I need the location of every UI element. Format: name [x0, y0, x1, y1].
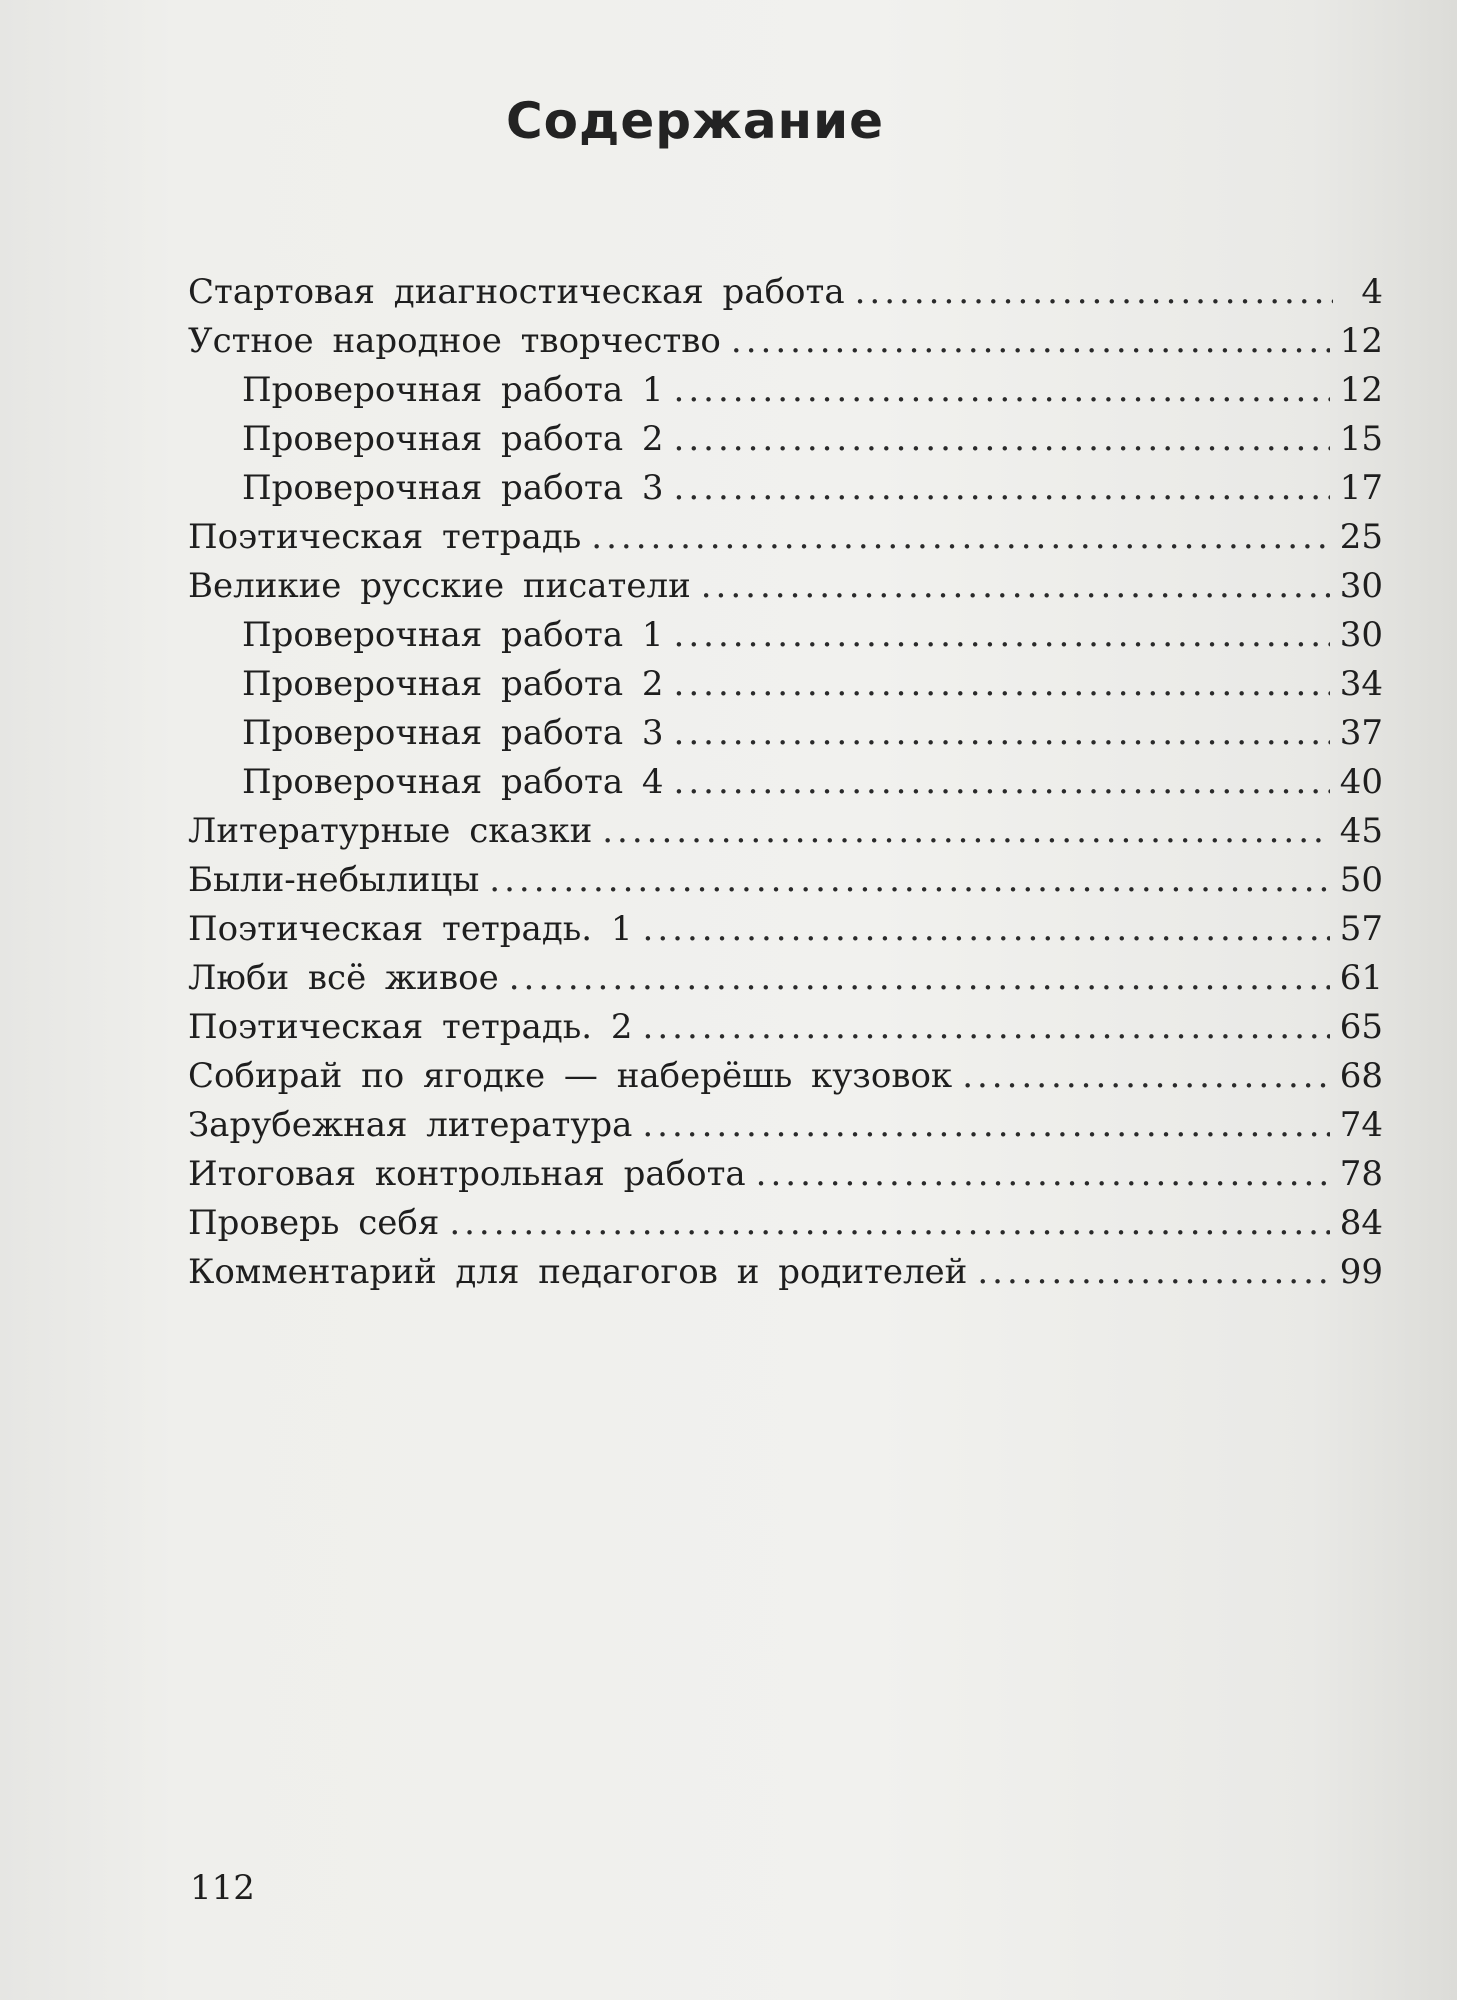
toc-subentry	[188, 415, 1383, 464]
toc-entry	[188, 1150, 1383, 1199]
dot-leader	[674, 709, 1330, 758]
toc-entry-label: Литературные сказки	[188, 811, 593, 851]
toc-entry	[188, 905, 1383, 954]
toc-subentry	[188, 611, 1383, 660]
toc-entry	[188, 1248, 1383, 1297]
toc-entry-page: 68	[1339, 1056, 1383, 1096]
toc-entry-label: Стартовая диагностическая работа	[188, 272, 845, 312]
toc-entry-page: 40	[1339, 762, 1383, 802]
toc-entry-label: Зарубежная литература	[188, 1105, 633, 1145]
toc-entry-page: 37	[1339, 713, 1383, 753]
dot-leader	[855, 268, 1333, 317]
toc-entry-label: Люби всё живое	[188, 958, 499, 998]
table-of-contents	[188, 268, 1383, 1297]
toc-entry-page: 12	[1339, 321, 1383, 361]
toc-entry-page: 99	[1339, 1252, 1383, 1292]
toc-entry-label: Поэтическая тетрадь. 1	[188, 909, 633, 949]
toc-entry-label: Устное народное творчество	[188, 321, 721, 361]
toc-entry-page: 61	[1339, 958, 1383, 998]
toc-entry-page: 57	[1339, 909, 1383, 949]
dot-leader	[701, 562, 1330, 611]
toc-entry-page: 45	[1339, 811, 1383, 851]
toc-entry-label: Собирай по ягодке — наберёшь кузовок	[188, 1056, 953, 1096]
toc-entry	[188, 1052, 1383, 1101]
toc-subentry	[188, 366, 1383, 415]
toc-entry-label: Проверочная работа 3	[242, 713, 664, 753]
dot-leader	[509, 954, 1330, 1003]
toc-entry-page: 74	[1339, 1105, 1383, 1145]
toc-entry-label: Проверочная работа 1	[242, 615, 664, 655]
toc-entry-label: Проверочная работа 4	[242, 762, 664, 802]
dot-leader	[489, 856, 1329, 905]
toc-subentry	[188, 709, 1383, 758]
toc-entry-page: 30	[1339, 566, 1383, 606]
toc-entry-label: Поэтическая тетрадь. 2	[188, 1007, 633, 1047]
toc-entry	[188, 807, 1383, 856]
dot-leader	[731, 317, 1330, 366]
toc-entry-label: Великие русские писатели	[188, 566, 691, 606]
toc-entry	[188, 513, 1383, 562]
dot-leader	[674, 660, 1330, 709]
toc-entry-label: Итоговая контрольная работа	[188, 1154, 746, 1194]
toc-entry-page: 65	[1339, 1007, 1383, 1047]
toc-entry	[188, 268, 1383, 317]
dot-leader	[602, 807, 1329, 856]
dot-leader	[642, 1101, 1329, 1150]
toc-entry	[188, 954, 1383, 1003]
dot-leader	[756, 1150, 1330, 1199]
toc-subentry	[188, 660, 1383, 709]
toc-entry-page: 34	[1339, 664, 1383, 704]
toc-entry	[188, 1101, 1383, 1150]
dot-leader	[449, 1199, 1329, 1248]
dot-leader	[643, 905, 1330, 954]
toc-subentry	[188, 758, 1383, 807]
toc-entry-label: Проверочная работа 3	[242, 468, 664, 508]
toc-entry-label: Проверочная работа 1	[242, 370, 664, 410]
toc-entry-page: 84	[1339, 1203, 1383, 1243]
toc-entry-page: 30	[1339, 615, 1383, 655]
toc-entry-page: 50	[1339, 860, 1383, 900]
dot-leader	[674, 758, 1330, 807]
toc-entry-page: 25	[1339, 517, 1383, 557]
toc-entry	[188, 317, 1383, 366]
toc-entry	[188, 562, 1383, 611]
dot-leader	[643, 1003, 1330, 1052]
toc-entry-page: 17	[1339, 468, 1383, 508]
toc-entry-label: Проверь себя	[188, 1203, 440, 1243]
dot-leader	[962, 1052, 1330, 1101]
toc-entry-label: Проверочная работа 2	[242, 664, 664, 704]
dot-leader	[591, 513, 1329, 562]
toc-entry-label: Поэтическая тетрадь	[188, 517, 582, 557]
dot-leader	[674, 415, 1330, 464]
toc-entry	[188, 1003, 1383, 1052]
dot-leader	[674, 464, 1330, 513]
dot-leader	[674, 366, 1330, 415]
page-title: Содержание	[505, 92, 885, 150]
toc-entry-label: Комментарий для педагогов и родителей	[188, 1252, 968, 1292]
toc-entry-page: 78	[1339, 1154, 1383, 1194]
toc-entry	[188, 856, 1383, 905]
toc-entry-label: Были-небылицы	[188, 860, 480, 900]
toc-entry-page: 4	[1361, 272, 1383, 312]
toc-entry-page: 15	[1339, 419, 1383, 459]
toc-entry-page: 12	[1339, 370, 1383, 410]
toc-entry	[188, 1199, 1383, 1248]
toc-subentry	[188, 464, 1383, 513]
page-number: 112	[190, 1868, 255, 1908]
dot-leader	[977, 1248, 1329, 1297]
dot-leader	[674, 611, 1330, 660]
toc-entry-label: Проверочная работа 2	[242, 419, 664, 459]
